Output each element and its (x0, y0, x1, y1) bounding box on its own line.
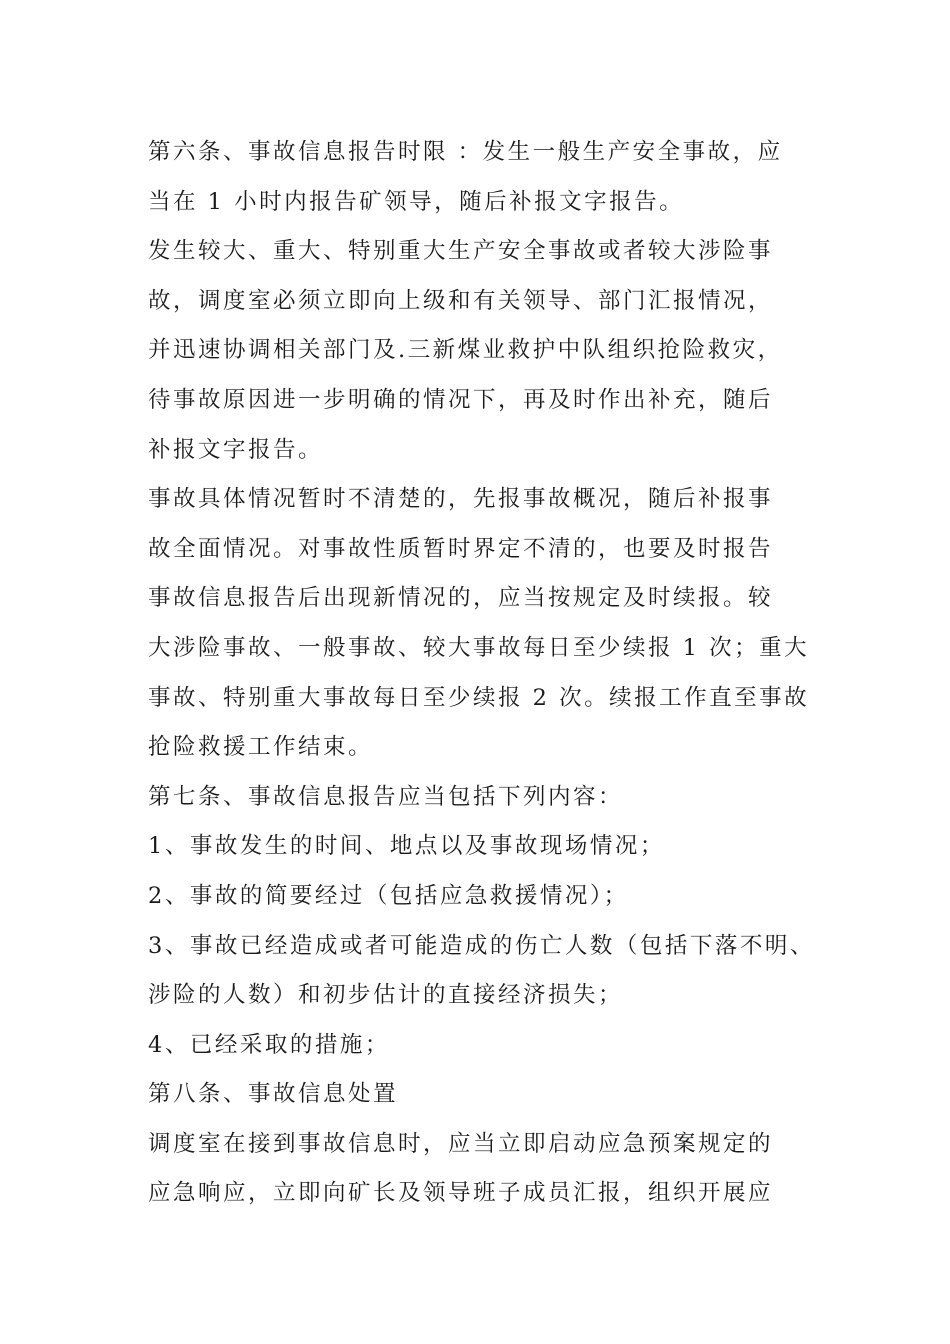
text-line-8: 事故具体情况暂时不清楚的，先报事故概况，随后补报事 (148, 486, 774, 513)
text-line-17: 3、事故已经造成或者可能造成的伤亡人数（包括下落不明、 (148, 932, 815, 959)
text-line-14: 第七条、事故信息报告应当包括下列内容： (148, 783, 624, 810)
text-line-6: 待事故原因进一步明确的情况下，再及时作出补充，随后 (148, 386, 774, 413)
text-line-16: 2、事故的简要经过（包括应急救援情况）； (148, 882, 629, 909)
text-line-15: 1、事故发生的时间、地点以及事故现场情况； (148, 833, 665, 860)
text-line-9: 故全面情况。对事故性质暂时界定不清的，也要及时报告 (148, 535, 774, 562)
text-line-5: 并迅速协调相关部门及.三新煤业救护中队组织抢险救灾， (148, 337, 783, 364)
text-line-4: 故，调度室必须立即向上级和有关领导、部门汇报情况， (148, 287, 774, 314)
text-line-12: 事故、特别重大事故每日至少续报 2 次。续报工作直至事故 (148, 684, 810, 711)
text-line-7: 补报文字报告。 (148, 436, 324, 463)
text-line-2: 当在 1 小时内报告矿领导，随后补报文字报告。 (148, 188, 685, 215)
text-line-1: 第六条、事故信息报告时限 ：发生一般生产安全事故，应 (148, 139, 783, 165)
text-line-19: 4、已经采取的措施； (148, 1031, 390, 1058)
text-line-21: 调度室在接到事故信息时，应当立即启动应急预案规定的 (148, 1130, 774, 1157)
text-line-18: 涉险的人数）和初步估计的直接经济损失； (148, 982, 624, 1009)
text-line-20: 第八条、事故信息处置 (148, 1081, 399, 1108)
body-text (148, 128, 828, 1219)
text-line-3: 发生较大、重大、特别重大生产安全事故或者较大涉险事 (148, 238, 774, 265)
text-line-11: 大涉险事故、一般事故、较大事故每日至少续报 1 次；重大 (148, 634, 810, 661)
text-line-10: 事故信息报告后出现新情况的，应当按规定及时续报。较 (148, 585, 774, 612)
text-line-13: 抢险救援工作结束。 (148, 734, 374, 761)
text-line-22: 应急响应，立即向矿长及领导班子成员汇报，组织开展应 (148, 1180, 774, 1207)
